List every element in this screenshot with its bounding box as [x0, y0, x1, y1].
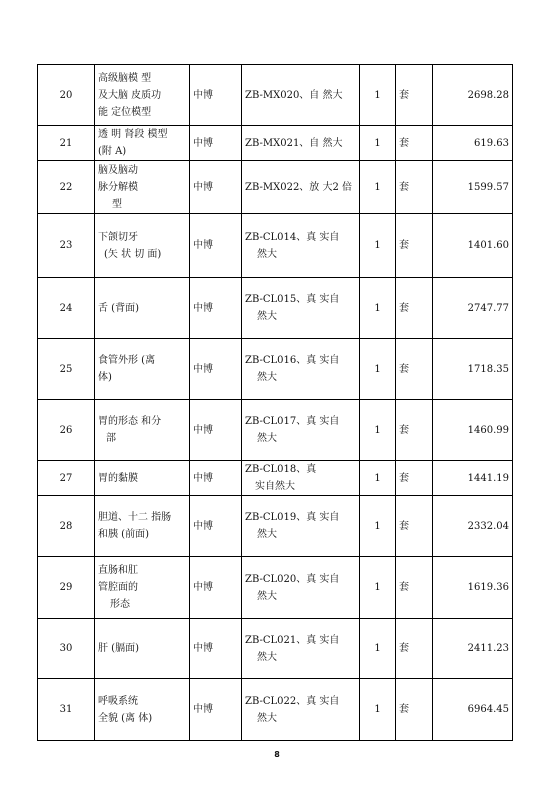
quantity-cell: 1: [360, 126, 396, 161]
unit-cell: 套: [396, 65, 433, 126]
model-spec-cell: [242, 461, 360, 496]
item-name-cell: [95, 214, 190, 278]
unit-cell: 套: [396, 619, 433, 679]
quantity-cell: 1: [360, 339, 396, 400]
quantity-cell: 1: [360, 679, 396, 741]
brand-cell: 中博: [190, 278, 242, 339]
model-spec-line: 然大: [257, 712, 277, 724]
model-spec-line: ZB-CL017、真 实自: [245, 416, 340, 427]
model-spec-cell: [242, 278, 360, 339]
price-cell: 2411.23: [433, 619, 513, 679]
item-name-cell: [95, 126, 190, 161]
quantity-cell: 1: [360, 161, 396, 214]
item-name-line: (附 A): [98, 146, 127, 157]
model-spec-line: 然大: [257, 433, 277, 444]
item-name-line: 下颌切牙: [98, 231, 138, 243]
item-name-cell: [95, 619, 190, 679]
brand-cell: 中博: [190, 496, 242, 557]
table-row: [38, 65, 513, 126]
price-cell: 1441.19: [433, 461, 513, 496]
item-name-line: 部: [106, 433, 116, 444]
table-row: [38, 126, 513, 161]
model-spec-cell: [242, 65, 360, 126]
page-number: 8: [274, 750, 280, 759]
item-name-cell: [95, 65, 190, 126]
price-cell: 1718.35: [433, 339, 513, 400]
price-cell: 1619.36: [433, 557, 513, 619]
quantity-cell: 1: [360, 461, 396, 496]
item-name-line: 脑及脑动: [98, 164, 138, 176]
table-row: [38, 619, 513, 679]
model-spec-cell: [242, 619, 360, 679]
model-spec-cell: [242, 214, 360, 278]
item-name-line: 管腔面的: [98, 582, 138, 593]
item-name-line: 能 定位模型: [98, 106, 152, 118]
item-name-cell: [95, 557, 190, 619]
unit-cell: 套: [396, 278, 433, 339]
item-name-line: 形态: [110, 599, 130, 610]
item-name-line: 直肠和肛: [98, 565, 138, 576]
item-name-line: 胃的形态 和分: [98, 416, 162, 427]
quantity-cell: 1: [360, 496, 396, 557]
model-spec-line: ZB-CL022、真 实自: [245, 695, 340, 707]
table-row: [38, 496, 513, 557]
brand-cell: 中博: [190, 161, 242, 214]
row-number-cell: 22: [38, 161, 95, 214]
model-spec-line: ZB-CL019、真 实自: [245, 512, 340, 523]
model-spec-line: ZB-CL016、真 实自: [245, 355, 340, 366]
model-spec-line: ZB-MX020、自 然大: [245, 89, 343, 101]
brand-cell: 中博: [190, 400, 242, 461]
unit-cell: 套: [396, 339, 433, 400]
table-row: [38, 214, 513, 278]
table-row: [38, 278, 513, 339]
item-name-cell: [95, 461, 190, 496]
model-spec-line: 实自然大: [255, 481, 295, 492]
model-spec-line: ZB-MX021、自 然大: [245, 137, 343, 149]
item-name-line: 食管外形 (离: [98, 355, 156, 366]
item-name-line: 胆道、十二 指肠: [98, 512, 172, 523]
table-row: [38, 339, 513, 400]
row-number-cell: 29: [38, 557, 95, 619]
price-cell: 6964.45: [433, 679, 513, 741]
price-cell: 619.63: [433, 126, 513, 161]
model-spec-cell: [242, 400, 360, 461]
model-spec-line: ZB-CL015、真 实自: [245, 294, 340, 305]
brand-cell: 中博: [190, 65, 242, 126]
item-name-line: 呼吸系统: [98, 695, 138, 707]
model-spec-line: 然大: [257, 248, 277, 260]
quantity-cell: 1: [360, 619, 396, 679]
row-number-cell: 26: [38, 400, 95, 461]
unit-cell: 套: [396, 161, 433, 214]
model-spec-cell: [242, 496, 360, 557]
model-spec-cell: [242, 679, 360, 741]
price-cell: 1460.99: [433, 400, 513, 461]
unit-cell: 套: [396, 557, 433, 619]
quantity-cell: 1: [360, 65, 396, 126]
table-row: [38, 557, 513, 619]
model-spec-line: 然大: [257, 529, 277, 540]
unit-cell: 套: [396, 679, 433, 741]
item-name-cell: [95, 339, 190, 400]
item-name-line: 透 明 肾段 模型: [98, 129, 168, 140]
item-name-cell: [95, 278, 190, 339]
unit-cell: 套: [396, 461, 433, 496]
row-number-cell: 27: [38, 461, 95, 496]
item-name-line: 胃的黏膜: [98, 472, 138, 484]
item-name-cell: [95, 679, 190, 741]
equipment-table: [37, 64, 513, 741]
table-row: [38, 400, 513, 461]
model-spec-line: 然大: [257, 372, 277, 383]
row-number-cell: 30: [38, 619, 95, 679]
model-spec-line: ZB-CL021、真 实自: [245, 634, 340, 646]
row-number-cell: 23: [38, 214, 95, 278]
item-name-line: 及大脑 皮质功: [98, 89, 162, 101]
row-number-cell: 31: [38, 679, 95, 741]
table-row: [38, 461, 513, 496]
row-number-cell: 20: [38, 65, 95, 126]
item-name-cell: [95, 400, 190, 461]
item-name-line: 高级脑模 型: [98, 72, 152, 84]
quantity-cell: 1: [360, 278, 396, 339]
model-spec-line: 然大: [257, 311, 277, 322]
brand-cell: 中博: [190, 619, 242, 679]
item-name-line: 肝 (膈面): [98, 643, 139, 654]
unit-cell: 套: [396, 214, 433, 278]
brand-cell: 中博: [190, 339, 242, 400]
unit-cell: 套: [396, 496, 433, 557]
model-spec-line: 然大: [257, 651, 277, 663]
price-cell: 1599.57: [433, 161, 513, 214]
price-cell: 1401.60: [433, 214, 513, 278]
model-spec-cell: [242, 161, 360, 214]
quantity-cell: 1: [360, 214, 396, 278]
item-name-line: 脉分解模: [98, 181, 138, 193]
brand-cell: 中博: [190, 214, 242, 278]
quantity-cell: 1: [360, 557, 396, 619]
table-body: [38, 65, 513, 741]
model-spec-line: ZB-CL018、真: [245, 464, 317, 475]
item-name-line: 和胰 (前面): [98, 529, 149, 540]
model-spec-line: ZB-CL014、真 实自: [245, 231, 340, 243]
model-spec-line: ZB-MX022、放 大2 倍: [245, 181, 353, 193]
row-number-cell: 24: [38, 278, 95, 339]
unit-cell: 套: [396, 126, 433, 161]
table-row: [38, 161, 513, 214]
model-spec-cell: [242, 339, 360, 400]
item-name-line: 舌 (背面): [98, 302, 139, 314]
row-number-cell: 21: [38, 126, 95, 161]
model-spec-cell: [242, 126, 360, 161]
price-cell: 2332.04: [433, 496, 513, 557]
model-spec-line: ZB-CL020、真 实自: [245, 573, 340, 585]
brand-cell: 中博: [190, 126, 242, 161]
item-name-line: 全貌 (离 体): [98, 712, 153, 724]
price-cell: 2698.28: [433, 65, 513, 126]
item-name-cell: [95, 161, 190, 214]
item-name-cell: [95, 496, 190, 557]
brand-cell: 中博: [190, 557, 242, 619]
row-number-cell: 28: [38, 496, 95, 557]
item-name-line: 体): [98, 372, 112, 383]
model-spec-line: 然大: [257, 590, 277, 602]
price-cell: 2747.77: [433, 278, 513, 339]
model-spec-cell: [242, 557, 360, 619]
unit-cell: 套: [396, 400, 433, 461]
item-name-line: (矢 状 切 面): [104, 248, 162, 260]
item-name-line: 型: [112, 198, 122, 210]
brand-cell: 中博: [190, 461, 242, 496]
row-number-cell: 25: [38, 339, 95, 400]
quantity-cell: 1: [360, 400, 396, 461]
table-row: [38, 679, 513, 741]
brand-cell: 中博: [190, 679, 242, 741]
